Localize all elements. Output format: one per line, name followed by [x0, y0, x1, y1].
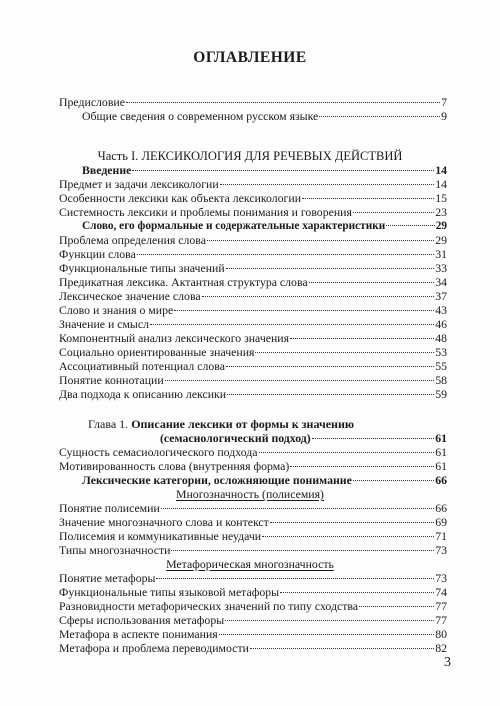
toc-entry: Понятие полисемии 66 [59, 501, 447, 515]
toc-entry: Сущность семасиологического подхода 61 [59, 445, 447, 459]
toc-entry: Ассоциативный потенциал слова 55 [59, 359, 447, 373]
toc-entry: Полисемия и коммуникативные неудачи 71 [59, 529, 447, 543]
toc-entry: Особенности лексики как объекта лексикологии 15 [59, 191, 447, 205]
toc-entry: Метафора в аспекте понимания 80 [59, 627, 447, 641]
toc-entry: Функции слова 31 [59, 247, 447, 261]
toc-entry: Два подхода к описанию лексики 59 [59, 387, 447, 401]
toc-entry: Предикатная лексика. Актантная структура слова 34 [59, 275, 447, 289]
toc-entry: Мотивированность слова (внутренняя форма) 61 [59, 459, 447, 473]
toc-entry: Предмет и задачи лексикологии 14 [59, 177, 447, 191]
toc-entry: Значение и смысл 46 [59, 317, 447, 331]
toc-entry: Лексические категории, осложняющие понимание 66 [82, 473, 447, 487]
toc-entry: Метафора и проблема переводимости 82 [59, 641, 447, 655]
toc-entry: Понятие метафоры 73 [59, 571, 447, 585]
toc-entry: Функциональные типы значений 33 [59, 261, 447, 275]
page-title: ОГЛАВЛЕНИЕ [193, 49, 307, 66]
toc-entry: Сферы использования метафоры 77 [59, 613, 447, 627]
toc-entry: Введение 14 [82, 163, 447, 177]
toc-entry: Компонентный анализ лексического значения 48 [59, 331, 447, 345]
toc-entry: Типы многозначности 73 [59, 543, 447, 557]
toc-entry: Слово, его формальные и содержательные характеристики 29 [82, 220, 447, 232]
toc-entry: Системность лексики и проблемы понимания и говорения 23 [59, 205, 447, 219]
toc-entry: Функциональные типы языковой метафоры 74 [59, 585, 447, 599]
toc-entry: Слово и знания о мире 43 [59, 303, 447, 317]
chapter-heading: Глава 1. Описание лексики от формы к значению [88, 417, 355, 431]
chapter-heading-line2: (семасиологический подход) 61 [160, 431, 447, 445]
toc-entry: Лексическое значение слова 37 [59, 289, 447, 303]
subsection-heading: Метафорическая многозначность [166, 557, 334, 571]
toc-entry: Социально ориентированные значения 53 [59, 345, 447, 359]
page-number: 3 [444, 655, 451, 670]
toc-entry: Понятие коннотации 58 [59, 373, 447, 387]
toc-entry: Разновидности метафорических значений по типу сходства 77 [59, 599, 447, 613]
toc-entry: Проблема определения слова 29 [59, 233, 447, 247]
part-heading: Часть I. ЛЕКСИКОЛОГИЯ ДЛЯ РЕЧЕВЫХ ДЕЙСТВИЙ [97, 149, 403, 163]
toc-entry: Значение многозначного слова и контекст 69 [59, 515, 447, 529]
toc-entry: Общие сведения о современном русском языке 9 [82, 109, 447, 123]
subsection-heading: Многозначность (полисемия) [176, 487, 324, 501]
toc-entry: Предисловие 7 [59, 95, 447, 109]
